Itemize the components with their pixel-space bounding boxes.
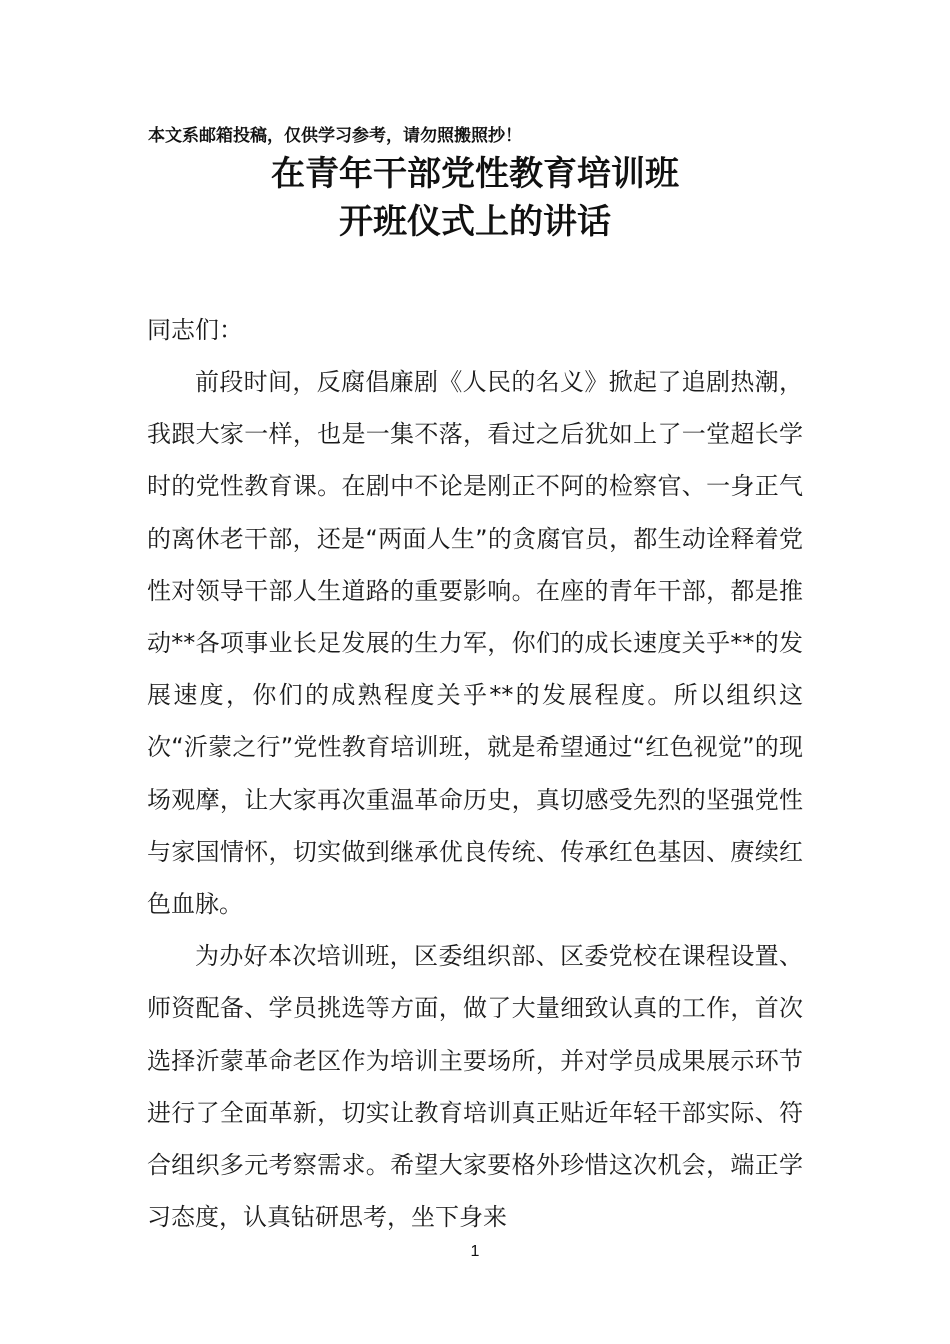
document-title-line-2: 开班仪式上的讲话 xyxy=(339,202,611,242)
body-paragraph-1: 前段时间，反腐倡廉剧《人民的名义》掀起了追剧热潮，我跟大家一样，也是一集不落，看过之后犹如上了一堂超长学时的党性教育课。在剧中不论是刚正不阿的检察官、一身正气的离休老干部，还是“两面人生”的贪腐官员，都生动诠释着党性对领导干部人生道路的重要影响。在座的青年干部，都是推动**各项事业长足发展的生力军，你们的成长速度关乎**的发展速度，你们的成熟程度关乎**的发展程度。所以组织这次“沂蒙之行”党性教育培训班，就是希望通过“红色视觉”的现场观摩，让大家再次重温革命历史，真切感受先烈的坚强党性与家国情怀，切实做到继承优良传统、传承红色基因、赓续红色血脉。 xyxy=(147,368,803,919)
document-title-line-1: 在青年干部党性教育培训班 xyxy=(271,154,679,194)
disclaimer-notice: 本文系邮箱投稿，仅供学习参考，请勿照搬照抄！ xyxy=(148,126,522,146)
body-paragraph-2: 为办好本次培训班，区委组织部、区委党校在课程设置、师资配备、学员挑选等方面，做了大量细致认真的工作，首次选择沂蒙革命老区作为培训主要场所，并对学员成果展示环节进行了全面革新，切实让教育培训真正贴近年轻干部实际、符合组织多元考察需求。希望大家要格外珍惜这次机会，端正学习态度，认真钻研思考，坐下身来 xyxy=(147,942,803,1232)
speech-body xyxy=(147,356,803,1243)
speech-greeting: 同志们： xyxy=(147,316,243,344)
page-number: 1 xyxy=(470,1243,480,1260)
